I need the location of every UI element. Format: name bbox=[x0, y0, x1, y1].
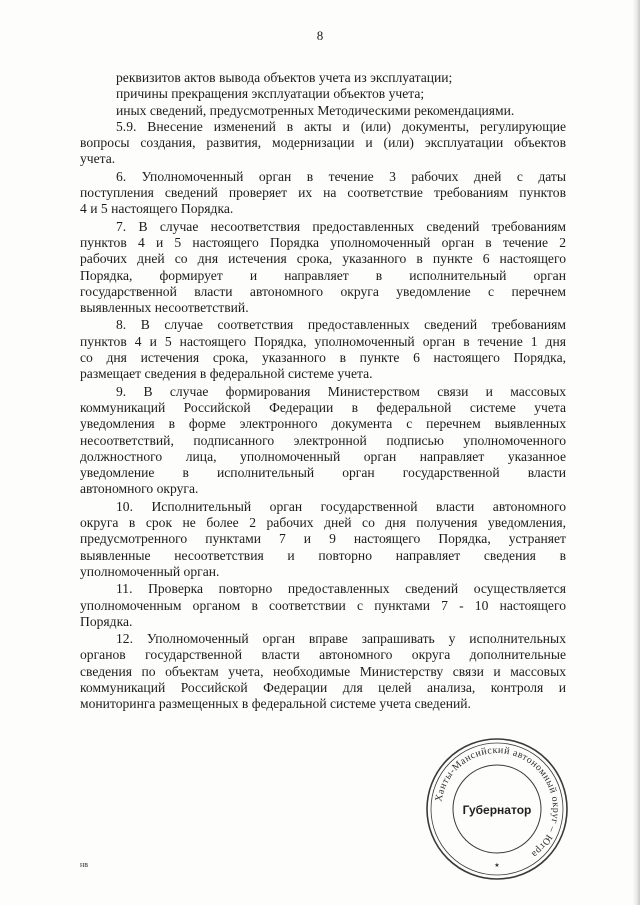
text-line: иных сведений, предусмотренных Методическими рекомендациями. bbox=[116, 102, 515, 118]
text-line: поступления сведений проверяет их на соответствие требованиям пунктов bbox=[80, 185, 566, 201]
text-line: несоответствий, подписанного электронной подписью уполномоченного bbox=[80, 432, 566, 448]
text-line: вопросы создания, развития, модернизации и (или) эксплуатации объектов bbox=[80, 135, 566, 151]
text-line: выявленные несоответствия и повторно направляет сведения в bbox=[80, 547, 566, 563]
text-line: органов государственной власти автономного округа дополнительные bbox=[80, 647, 566, 663]
text-line: 10. Исполнительный орган государственной власти автономного bbox=[116, 498, 566, 514]
text-line: автономного округа. bbox=[80, 481, 199, 497]
text-line: уполномоченный орган. bbox=[80, 563, 220, 579]
text-line: размещает сведения в федеральной системе учета. bbox=[80, 366, 373, 382]
text-line: государственной власти автономного округа уведомление с перечнем bbox=[80, 283, 566, 299]
text-line: 8. В случае соответствия предоставленных сведений требованиям bbox=[116, 317, 566, 333]
text-line: со дня истечения срока, указанного в пункте 6 настоящего Порядка, bbox=[80, 350, 566, 366]
text-line: Порядка, формирует и направляет в исполнительный орган bbox=[80, 267, 566, 283]
text-line: 5.9. Внесение изменений в акты и (или) документы, регулирующие bbox=[116, 118, 566, 134]
text-line: Порядка. bbox=[80, 613, 133, 629]
seal-center-text: Губернатор bbox=[462, 803, 532, 817]
text-line: коммуникаций Российской Федерации в федеральной системе учета bbox=[80, 399, 566, 415]
text-line: 12. Уполномоченный орган вправе запрашивать у исполнительных bbox=[116, 631, 566, 647]
text-line: пунктов 4 и 5 настоящего Порядка, уполномоченный орган в течение 1 дня bbox=[80, 333, 566, 349]
text-line: выявленных несоответствий. bbox=[80, 300, 249, 316]
seal-star-icon: ★ bbox=[494, 863, 500, 869]
text-line: коммуникаций Российской Федерации для целей анализа, контроля и bbox=[80, 679, 566, 695]
text-line: мониторинга размещенных в федеральной системе учета сведений. bbox=[80, 696, 471, 712]
text-line: предусмотренного пунктами 7 и 9 настоящего Порядка, устраняет bbox=[80, 531, 566, 547]
text-line: 9. В случае формирования Министерством связи и массовых bbox=[116, 383, 566, 399]
text-line: округа в срок не более 2 рабочих дней со дня получения уведомления, bbox=[80, 515, 566, 531]
text-line: сведения по объектам учета, необходимые Министерству связи и массовых bbox=[80, 663, 566, 679]
text-line: причины прекращения эксплуатации объектов учета; bbox=[116, 86, 425, 102]
document-body bbox=[80, 70, 566, 713]
text-line: 4 и 5 настоящего Порядка. bbox=[80, 201, 234, 217]
text-line: 7. В случае несоответствия предоставленных сведений требованиям bbox=[116, 218, 566, 234]
text-line: должностного лица, уполномоченный орган направляет указанное bbox=[80, 448, 566, 464]
text-line: пунктов 4 и 5 настоящего Порядка уполномоченный орган в течение 2 bbox=[80, 234, 566, 250]
seal-ring-text: Ханты-Мансийский автономный округ – Югра bbox=[433, 744, 562, 860]
scan-page-edge bbox=[632, 0, 640, 905]
page-number: 8 bbox=[316, 28, 324, 43]
footer-mark: нв bbox=[80, 860, 89, 869]
text-line: рабочих дней со дня истечения срока, указанного в пункте 6 настоящего bbox=[80, 251, 566, 267]
text-line: учета. bbox=[80, 151, 116, 167]
text-line: реквизитов актов вывода объектов учета из эксплуатации; bbox=[116, 70, 453, 85]
text-line: уведомления в форме электронного документа с перечнем выявленных bbox=[80, 416, 566, 432]
text-line: уведомление в исполнительный орган государственной власти bbox=[80, 465, 566, 481]
official-seal bbox=[424, 736, 570, 882]
text-line: уполномоченным органом в соответствии с пунктами 7 - 10 настоящего bbox=[80, 597, 566, 613]
seal-stamp-icon bbox=[424, 736, 570, 882]
text-line: 11. Проверка повторно предоставленных сведений осуществляется bbox=[116, 581, 566, 597]
text-line: 6. Уполномоченный орган в течение 3 рабочих дней с даты bbox=[116, 168, 566, 184]
